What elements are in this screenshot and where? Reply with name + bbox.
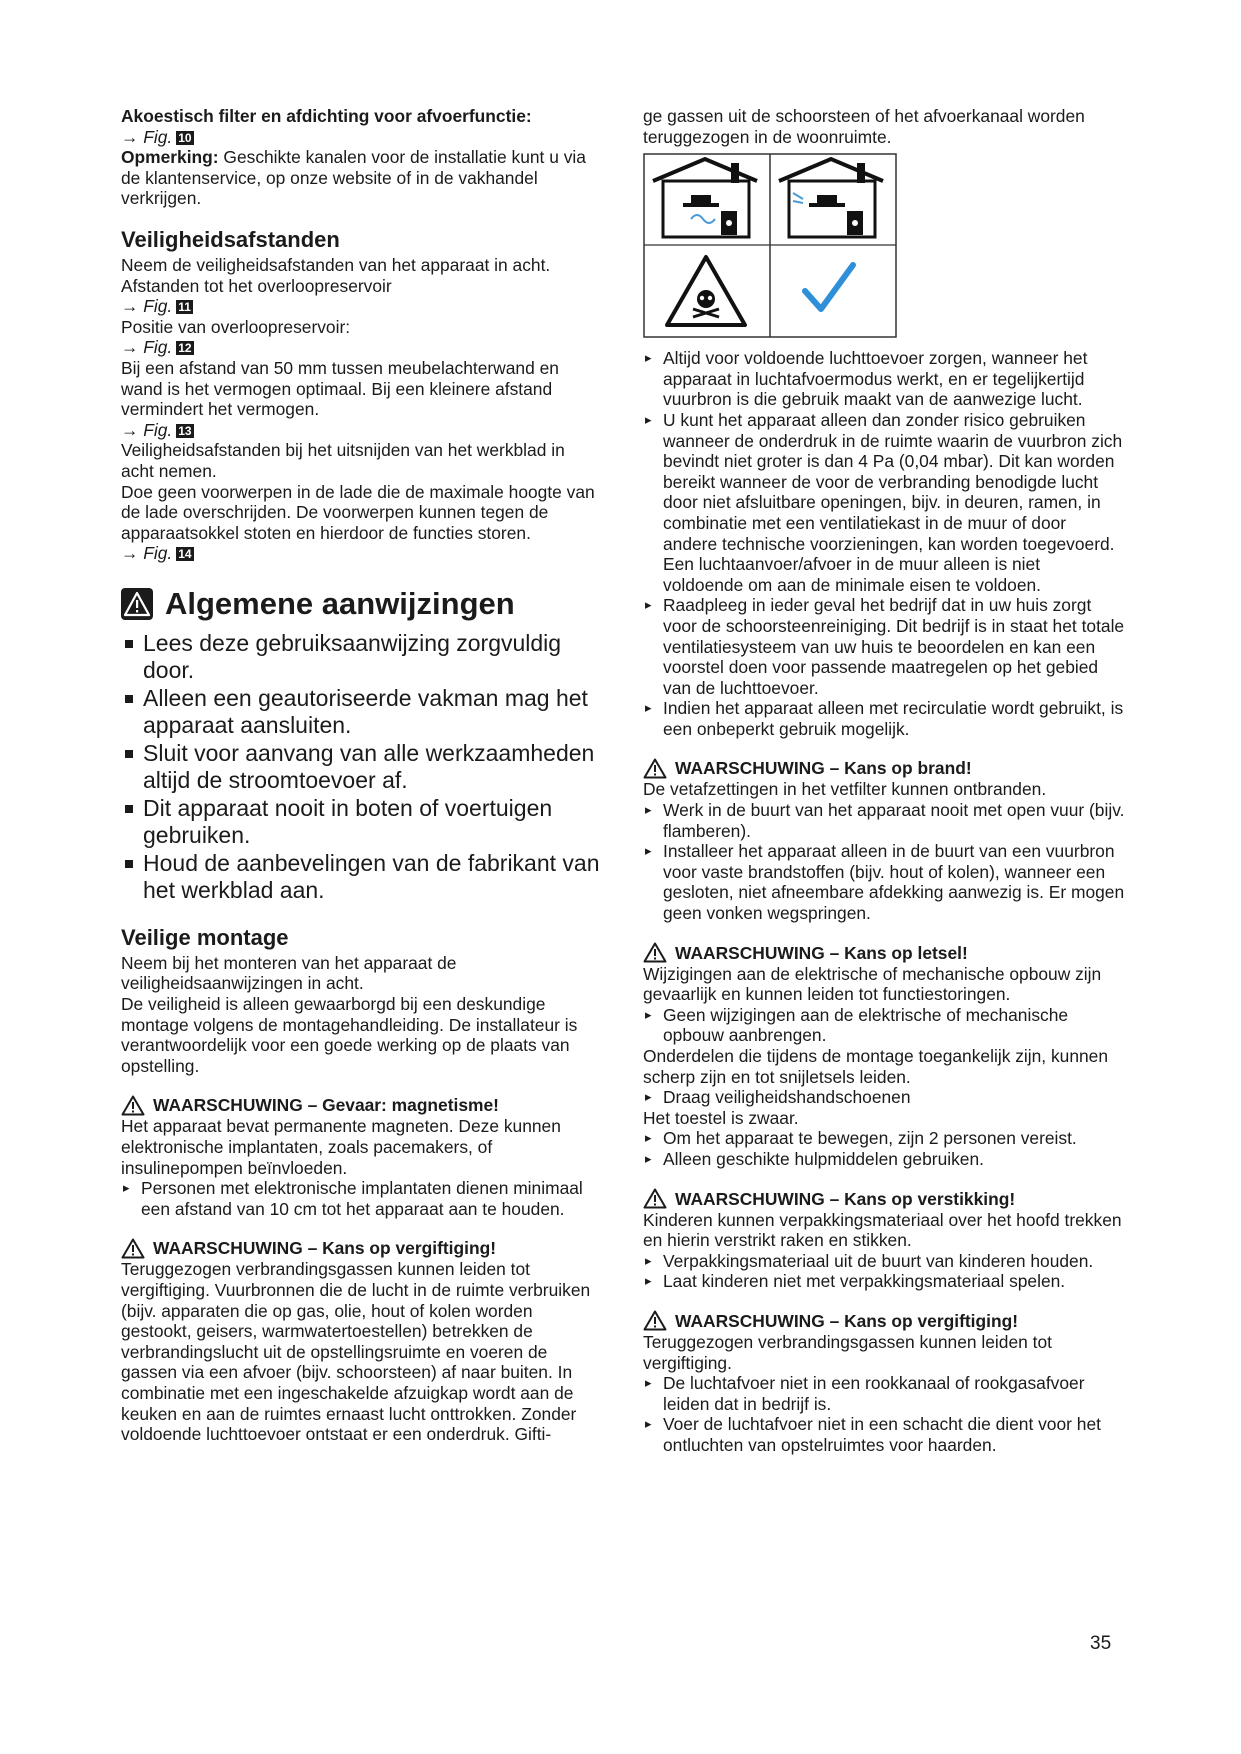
warning-injury-text-2: Onderdelen die tijdens de montage toegankelijk zijn, kunnen scherp zijn en tot snijletsels leiden.	[643, 1046, 1109, 1087]
sd-paragraph-3: Positie van overloopreservoir:	[121, 316, 351, 337]
warning-poisoning-2-text: Teruggezogen verbrandingsgassen kunnen leiden tot vergiftiging.	[643, 1331, 1052, 1373]
general-item: Houd de aanbevelingen van de fabrikant van het werkblad aan.	[121, 850, 601, 905]
list-item: ▸ Alleen geschikte hulpmiddelen gebruiken.	[643, 1149, 1125, 1170]
warning-injury-list-2	[643, 1087, 1125, 1108]
warning-poisoning-2: WAARSCHUWING – Kans op vergiftiging!	[643, 1310, 1125, 1332]
warning-suffocation-list	[643, 1251, 1125, 1292]
warning-magnetism-list	[121, 1178, 601, 1219]
warning-magnetism-text: Het apparaat bevat permanente magneten. Deze kunnen elektronische implantaten, zoals pacemakers, of insulinepompen beïnvloeden.	[121, 1116, 561, 1178]
poison-warning-icon	[667, 257, 745, 325]
page-number: 35	[1090, 1633, 1112, 1654]
sd-paragraph-4: Bij een afstand van 50 mm tussen meubelachterwand en wand is het vermogen optimaal. Bij een kleinere afstand vermindert het vermogen.	[121, 357, 559, 420]
warning-poisoning-text: Teruggezogen verbrandingsgassen kunnen leiden tot vergiftiging. Vuurbronnen die de lucht in de ruimte verbruiken (bijv. apparaten die op gas, olie, hout of kolen worden gestookt, geisers, warmwatertoestellen) betrekken de verbrandingslucht uit de opstellingsruimte en voeren de gassen via een afvoer (bijv. schoorsteen) af naar buiten. In combinatie met een ingeschakelde afzuigkap wordt aan de keuken en aan de ruimtes ernaast lucht onttrokken. Zonder voldoende luchttoevoer ontstaat er een onderdruk. Gifti-	[121, 1259, 591, 1445]
sd-paragraph-1: Neem de veiligheidsafstanden van het apparaat in acht.	[121, 254, 551, 275]
list-item: ▸ Geen wijzigingen aan de elektrische of mechanische opbouw aanbrengen.	[643, 1005, 1125, 1046]
warning-injury-text-1: Wijzigingen aan de elektrische of mechanische opbouw zijn gevaarlijk en kunnen leiden tot functiestoringen.	[643, 963, 1102, 1005]
list-item: ▸ Indien het apparaat alleen met recirculatie wordt gebruikt, is een onbeperkt gebruik mogelijk.	[643, 698, 1125, 739]
checkmark-icon	[805, 265, 853, 309]
continued-paragraph: ge gassen uit de schoorsteen of het afvoerkanaal worden teruggezogen in de woonruimte.	[643, 106, 1085, 147]
list-item: ▸ Verpakkingsmateriaal uit de buurt van kinderen houden.	[643, 1251, 1125, 1272]
warning-triangle-icon	[121, 1095, 145, 1116]
warning-injury-text-3: Het toestel is zwaar.	[643, 1107, 799, 1128]
warning-injury-list-1	[643, 1005, 1125, 1046]
acoustic-filter-title: Akoestisch filter en afdichting voor afvoerfunctie:	[121, 106, 532, 126]
warning-triangle-icon	[643, 758, 667, 779]
sm-paragraph-1: Neem bij het monteren van het apparaat de veiligheidsaanwijzingen in acht.	[121, 952, 457, 994]
sd-paragraph-6: Doe geen voorwerpen in de lade die de maximale hoogte van de lade overschrijden. De voorwerpen kunnen tegen de apparaatsokkel stoten en hierdoor de functies storen.	[121, 481, 595, 543]
general-item: Lees deze gebruiksaanwijzing zorgvuldig door.	[121, 630, 601, 685]
safe-mounting-heading: Veilige montage	[121, 924, 289, 950]
safety-distances-heading: Veiligheidsafstanden	[121, 226, 340, 252]
general-instructions-heading	[121, 586, 601, 622]
general-item: Dit apparaat nooit in boten of voertuigen gebruiken.	[121, 795, 601, 850]
list-item: ▸ Installeer het apparaat alleen in de buurt van een vuurbron voor vaste brandstoffen (bijv. hout of kolen), wanneer een gesloten, niet afneembare afdekking aanwezig is. Er mogen geen vonken wegspringen.	[643, 841, 1125, 923]
warning-triangle-icon	[643, 942, 667, 963]
warning-poisoning-2-list	[643, 1373, 1125, 1455]
fig-ref-13: → Fig. 13	[121, 419, 192, 440]
note-paragraph: Opmerking: Geschikte kanalen voor de installatie kunt u via de klantenservice, op onze website of in de vakhandel verkrijgen.	[121, 147, 586, 209]
list-item: ▸ Laat kinderen niet met verpakkingsmateriaal spelen.	[643, 1271, 1125, 1292]
list-item: ▸ Voer de luchtafvoer niet in een schacht die dient voor het ontluchten van opstelruimtes voor haarden.	[643, 1414, 1125, 1455]
fig-ref-10: → Fig. 10	[121, 126, 192, 147]
general-item: Alleen een geautoriseerde vakman mag het apparaat aansluiten.	[121, 685, 601, 740]
general-item: Sluit voor aanvang van alle werkzaamheden altijd de stroomtoevoer af.	[121, 740, 601, 795]
list-item: ▸ Draag veiligheidshandschoenen	[643, 1087, 1125, 1108]
fig-ref-14: → Fig. 14	[121, 543, 192, 564]
sd-paragraph-5: Veiligheidsafstanden bij het uitsnijden van het werkblad in acht nemen.	[121, 440, 565, 481]
warning-triangle-icon	[121, 1238, 145, 1259]
list-item: ▸ Om het apparaat te bewegen, zijn 2 personen vereist.	[643, 1128, 1125, 1149]
fig-ref-11: → Fig. 11	[121, 296, 191, 317]
warning-injury: WAARSCHUWING – Kans op letsel!	[643, 942, 1125, 964]
list-item: ▸ Altijd voor voldoende luchttoevoer zorgen, wanneer het apparaat in luchtafvoermodus werkt, en er tegelijkertijd vuurbron is die gebruik maakt van de aanwezige lucht.	[643, 348, 1125, 410]
warning-suffocation: WAARSCHUWING – Kans op verstikking!	[643, 1188, 1125, 1210]
warning-box-icon	[121, 588, 153, 620]
list-item: ▸ Werk in de buurt van het apparaat nooit met open vuur (bijv. flamberen).	[643, 800, 1125, 841]
general-instructions-list	[121, 630, 601, 905]
house-right-icon	[779, 159, 883, 237]
airflow-list	[643, 348, 1125, 739]
warning-magnetism: WAARSCHUWING – Gevaar: magnetisme!	[121, 1094, 601, 1116]
list-item: ▸ De luchtafvoer niet in een rookkanaal of rookgasafvoer leiden dat in bedrijf is.	[643, 1373, 1125, 1414]
sd-paragraph-2: Afstanden tot het overloopreservoir	[121, 275, 392, 296]
right-column	[643, 106, 1125, 1456]
warning-triangle-icon	[643, 1310, 667, 1331]
sm-paragraph-2: De veiligheid is alleen gewaarborgd bij een deskundige montage volgens de montagehandleiding. De installateur is verantwoordelijk voor een goede werking op de plaats van opstelling.	[121, 994, 578, 1076]
list-item: ▸ Personen met elektronische implantaten dienen minimaal een afstand van 10 cm tot het apparaat aan te houden.	[121, 1178, 601, 1219]
warning-fire-list	[643, 800, 1125, 924]
warning-suffocation-text: Kinderen kunnen verpakkingsmateriaal over het hoofd trekken en hierin verstrikt raken en stikken.	[643, 1209, 1122, 1251]
general-instructions-title: Algemene aanwijzingen	[165, 585, 515, 621]
list-item: ▸ U kunt het apparaat alleen dan zonder risico gebruiken wanneer de onderdruk in de ruimte waarin de vuurbron zich bevindt niet groter is dan 4 Pa (0,04 mbar). Dit kan worden bereikt wanneer de voor de verbranding benodigde lucht door niet afsluitbare openingen, bijv. in deuren, ramen, in combinatie met een ventilatiekast in de muur of door andere technische voorzieningen, kan worden toegevoerd. Een luchtaanvoer/afvoer in de muur alleen is niet voldoende om aan de minimale eisen te voldoen.	[643, 410, 1125, 595]
ventilation-illustration	[643, 153, 897, 338]
left-column	[121, 106, 601, 1445]
warning-fire-text: De vetafzettingen in het vetfilter kunnen ontbranden.	[643, 779, 1047, 800]
list-item: ▸ Raadpleeg in ieder geval het bedrijf dat in uw huis zorgt voor de schoorsteenreiniging. Dit bedrijf is in staat het totale ventilatiesysteem van uw huis te beoordelen en kan een voorstel doen voor passende maatregelen op het gebied van de luchttoevoer.	[643, 595, 1125, 698]
warning-injury-list-3	[643, 1128, 1125, 1169]
warning-fire: WAARSCHUWING – Kans op brand!	[643, 757, 1125, 779]
fig-ref-12: → Fig. 12	[121, 337, 192, 358]
warning-poisoning: WAARSCHUWING – Kans op vergiftiging!	[121, 1237, 601, 1259]
house-left-icon	[653, 159, 757, 237]
warning-triangle-icon	[643, 1188, 667, 1209]
